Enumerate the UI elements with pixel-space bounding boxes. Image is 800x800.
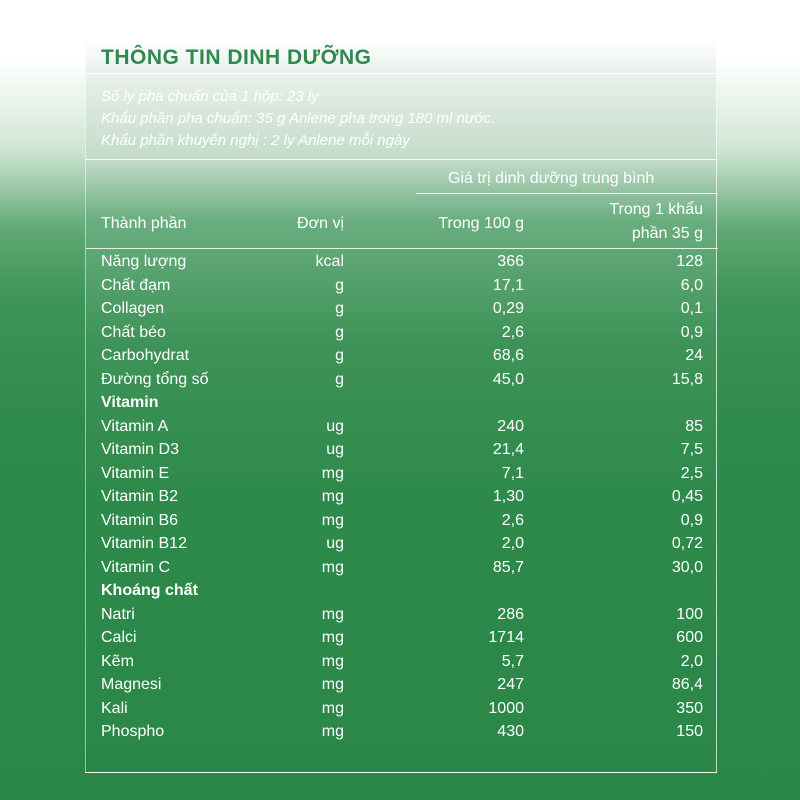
info-divider bbox=[86, 159, 718, 160]
table-row bbox=[86, 606, 718, 629]
unit-cell: ug bbox=[326, 417, 344, 435]
per-serving-value: 600 bbox=[676, 629, 703, 646]
nutrient-name: Carbohydrat bbox=[101, 347, 190, 364]
column-header-per-serving-line2: phần 35 g bbox=[631, 225, 703, 242]
per-100g-value: 68,6 bbox=[492, 347, 524, 364]
per-serving-value: 0,1 bbox=[680, 300, 703, 317]
table-row bbox=[86, 653, 718, 676]
per-100g-value: 2,6 bbox=[501, 323, 524, 341]
nutrient-name: Vitamin A bbox=[101, 417, 169, 435]
per-serving-value: 15,8 bbox=[671, 370, 703, 388]
info-standard-serving: Khẩu phần pha chuẩn: 35 g Anlene pha trong 180 ml nước. bbox=[101, 110, 496, 127]
table-row bbox=[86, 277, 718, 300]
column-header-per-100g: Trong 100 g bbox=[438, 215, 524, 232]
nutrient-name: Vitamin B2 bbox=[101, 488, 179, 505]
table-row bbox=[86, 723, 718, 746]
per-serving-value: 86,4 bbox=[671, 676, 703, 693]
per-100g-value: 430 bbox=[497, 723, 524, 740]
unit-cell: ug bbox=[326, 441, 344, 458]
table-row bbox=[86, 465, 718, 488]
unit-cell: mg bbox=[321, 605, 344, 623]
table-row bbox=[86, 700, 718, 723]
per-100g-value: 21,4 bbox=[492, 441, 524, 458]
nutrient-name: Vitamin E bbox=[101, 464, 170, 482]
per-serving-value: 0,9 bbox=[680, 323, 703, 341]
per-100g-value: 45,0 bbox=[492, 370, 524, 388]
per-serving-value: 30,0 bbox=[671, 558, 703, 576]
table-row bbox=[86, 347, 718, 370]
nutrient-name: Đường tổng số bbox=[101, 370, 209, 388]
nutrition-facts-panel bbox=[85, 40, 717, 773]
table-row bbox=[86, 300, 718, 323]
per-serving-value: 100 bbox=[676, 605, 703, 623]
per-serving-value: 0,45 bbox=[671, 488, 703, 505]
nutrient-name: Vitamin B6 bbox=[101, 511, 179, 529]
nutrient-name: Collagen bbox=[101, 300, 165, 317]
per-100g-value: 5,7 bbox=[501, 652, 524, 670]
table-section-row bbox=[86, 582, 718, 605]
per-100g-value: 240 bbox=[497, 417, 524, 435]
per-100g-value: 2,6 bbox=[501, 511, 524, 529]
table-row bbox=[86, 535, 718, 558]
per-serving-value: 128 bbox=[676, 253, 703, 270]
table-row bbox=[86, 629, 718, 652]
column-header-unit: Đơn vị bbox=[297, 215, 344, 232]
section-title: Vitamin bbox=[101, 394, 159, 411]
nutrient-name: Kẽm bbox=[101, 652, 134, 670]
per-serving-value: 24 bbox=[685, 347, 703, 364]
unit-cell: mg bbox=[321, 511, 344, 529]
table-row bbox=[86, 676, 718, 699]
table-row bbox=[86, 371, 718, 394]
unit-cell: mg bbox=[321, 488, 344, 505]
per-100g-value: 0,29 bbox=[492, 300, 524, 317]
unit-cell: ug bbox=[326, 535, 344, 552]
table-row bbox=[86, 488, 718, 511]
nutrient-name: Vitamin B12 bbox=[101, 535, 187, 552]
unit-cell: mg bbox=[321, 464, 344, 482]
per-serving-value: 7,5 bbox=[680, 441, 703, 458]
per-serving-value: 350 bbox=[676, 699, 703, 717]
unit-cell: kcal bbox=[315, 253, 344, 270]
nutrient-name: Magnesi bbox=[101, 676, 162, 693]
per-100g-value: 1714 bbox=[488, 629, 524, 646]
unit-cell: mg bbox=[321, 676, 344, 693]
nutrient-name: Vitamin C bbox=[101, 558, 171, 576]
group-header-divider bbox=[416, 193, 718, 194]
per-100g-value: 1,30 bbox=[492, 488, 524, 505]
nutrient-name: Chất béo bbox=[101, 323, 166, 341]
nutrient-name: Calci bbox=[101, 629, 137, 646]
nutrient-name: Vitamin D3 bbox=[101, 441, 179, 458]
unit-cell: g bbox=[335, 276, 344, 294]
unit-cell: g bbox=[335, 370, 344, 388]
table-row bbox=[86, 559, 718, 582]
title-divider bbox=[86, 73, 718, 74]
per-100g-value: 17,1 bbox=[492, 276, 524, 294]
per-100g-value: 1000 bbox=[488, 699, 524, 717]
unit-cell: g bbox=[335, 300, 344, 317]
info-recommended-serving: Khẩu phần khuyến nghị : 2 ly Anlene mỗi ngày bbox=[101, 132, 410, 149]
nutrient-name: Kali bbox=[101, 699, 128, 717]
per-serving-value: 85 bbox=[685, 417, 703, 435]
unit-cell: g bbox=[335, 347, 344, 364]
table-row bbox=[86, 418, 718, 441]
column-header-per-serving-line1: Trong 1 khẩu bbox=[609, 201, 703, 218]
per-100g-value: 2,0 bbox=[501, 535, 524, 552]
unit-cell: mg bbox=[321, 723, 344, 740]
nutrient-name: Chất đạm bbox=[101, 276, 171, 294]
section-title: Khoáng chất bbox=[101, 582, 198, 599]
unit-cell: mg bbox=[321, 699, 344, 717]
unit-cell: mg bbox=[321, 558, 344, 576]
per-serving-value: 6,0 bbox=[680, 276, 703, 294]
per-100g-value: 366 bbox=[497, 253, 524, 270]
table-row bbox=[86, 441, 718, 464]
table-section-row bbox=[86, 394, 718, 417]
per-serving-value: 2,0 bbox=[680, 652, 703, 670]
per-100g-value: 7,1 bbox=[501, 464, 524, 482]
unit-cell: g bbox=[335, 323, 344, 341]
group-header: Giá trị dinh dưỡng trung bình bbox=[448, 170, 655, 187]
panel-title: THÔNG TIN DINH DƯỠNG bbox=[101, 46, 372, 69]
header-divider bbox=[86, 248, 718, 249]
nutrient-name: Phospho bbox=[101, 723, 165, 740]
info-servings-per-box: Số ly pha chuẩn của 1 hộp: 23 ly bbox=[101, 88, 319, 105]
per-100g-value: 247 bbox=[497, 676, 524, 693]
per-100g-value: 286 bbox=[497, 605, 524, 623]
table-row bbox=[86, 324, 718, 347]
per-serving-value: 150 bbox=[676, 723, 703, 740]
nutrient-name: Năng lượng bbox=[101, 253, 187, 270]
table-row bbox=[86, 512, 718, 535]
per-serving-value: 0,9 bbox=[680, 511, 703, 529]
per-100g-value: 85,7 bbox=[492, 558, 524, 576]
per-serving-value: 2,5 bbox=[680, 464, 703, 482]
unit-cell: mg bbox=[321, 652, 344, 670]
column-header-component: Thành phần bbox=[101, 215, 187, 232]
nutrient-name: Natri bbox=[101, 605, 135, 623]
per-serving-value: 0,72 bbox=[671, 535, 703, 552]
table-row bbox=[86, 253, 718, 276]
unit-cell: mg bbox=[321, 629, 344, 646]
